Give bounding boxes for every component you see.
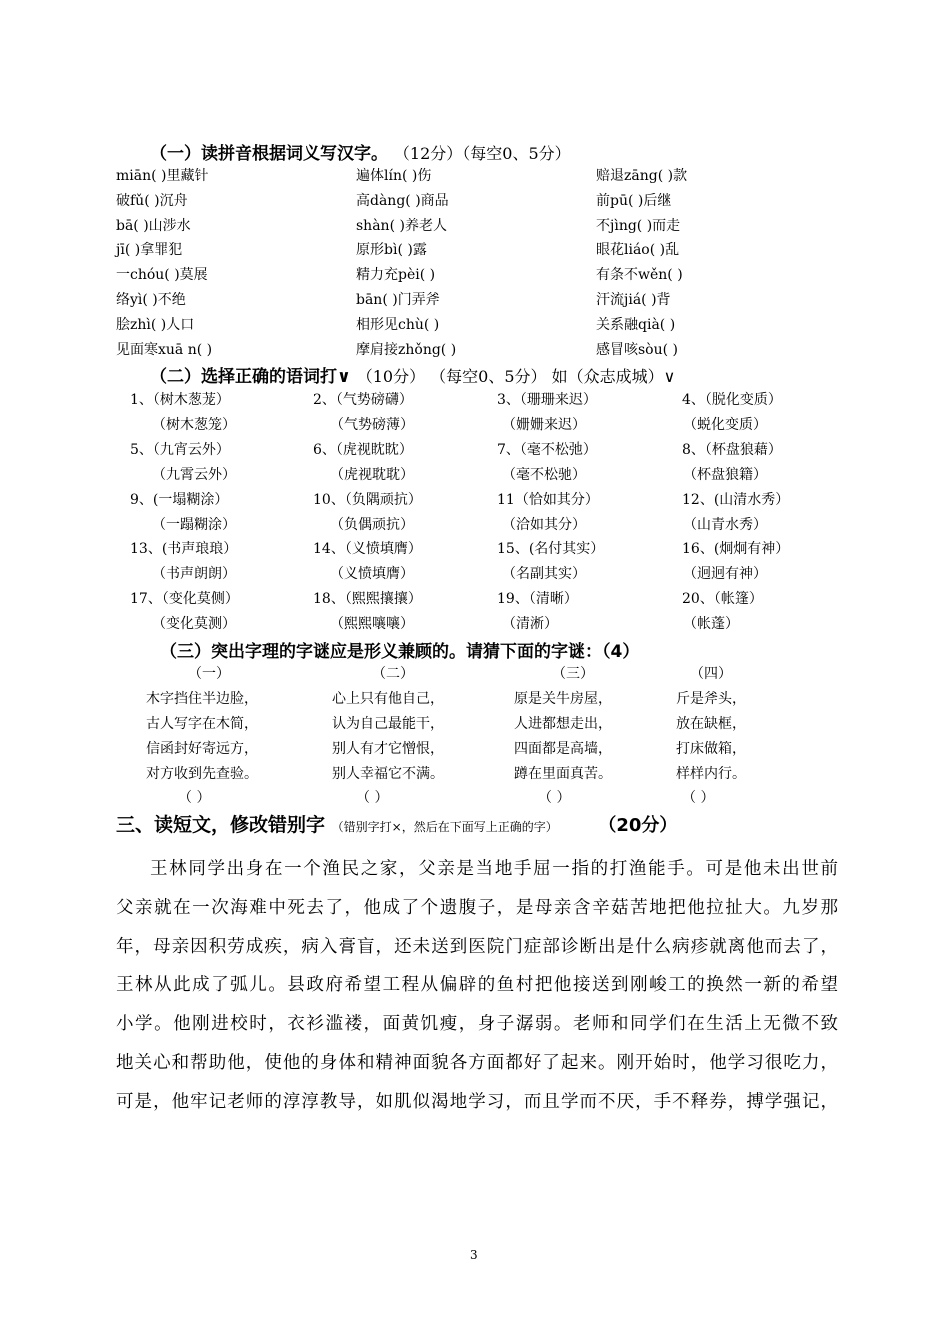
section-2-heading [150,362,675,387]
pinyin-item: 赔退zāng( )款 [596,168,688,184]
part-3-title: 三、读短文，修改错别字 [116,814,326,836]
word-option: （名副其实） [502,566,586,583]
riddle-line: 四面都是高墙， [514,741,612,757]
word-option: 11（恰如其分） [497,491,599,508]
word-option: 10、（负隅顽抗） [313,491,422,508]
riddle-line: 古人写字在木简， [146,716,258,732]
riddle-line: 放在缺框， [676,716,746,732]
word-option: 6、（虎视眈眈） [313,441,413,458]
riddle-answer-blank: （ ） [356,790,389,806]
word-option: 5、（九宵云外） [130,441,230,458]
word-option: 15、(名付其实） [497,541,605,558]
word-option: （帐蓬） [683,616,739,633]
word-option: （变化莫测） [152,616,236,633]
word-option: （姗姗来迟） [502,416,586,433]
word-option: 4、（脱化变质） [682,392,782,408]
page-number: 3 [470,1248,478,1262]
passage-line: 小学。他刚进校时，衣衫滥褛，面黄饥瘦，身子潺弱。老师和同学们在生活上无微不致 [116,1014,838,1035]
pinyin-item: jī( )拿罪犯 [116,242,183,259]
pinyin-item: 汗流jiá( )背 [596,292,671,308]
pinyin-item: 眼花liáo( )乱 [596,242,680,259]
passage-line: 地关心和帮助他，使他的身体和精神面貌各方面都好了起来。刚开始时，他学习很吃力， [116,1052,838,1073]
riddle-answer-blank: （ ） [682,790,715,806]
pinyin-item: 一chóu( )莫展 [116,267,208,284]
riddle-answer-blank: （ ） [178,790,211,806]
riddle-label: （三） [552,666,594,682]
pinyin-item: 精力充pèi( ) [356,267,436,284]
word-option: （清淅） [502,616,558,633]
pinyin-item: 脍zhì( )人口 [116,316,195,333]
riddle-line: 信函封好寄远方， [146,741,258,757]
pinyin-item: 高dàng( )商品 [356,192,449,209]
word-option: 7、（毫不松弛） [497,441,597,458]
word-option: 8、（杯盘狼藉） [682,441,782,458]
pinyin-item: 摩肩接zhǒng( ) [356,341,457,358]
passage-line: 王林从此成了弧儿。县政府希望工程从偏辟的鱼村把他接送到刚峻工的换然一新的希望 [116,975,838,996]
word-option: 2、（气势磅礴） [313,392,413,408]
pinyin-item: 感冒咳sòu( ) [596,341,679,358]
riddle-line: 对方收到先查验。 [146,766,258,782]
riddle-answer-blank: （ ） [538,790,571,806]
pinyin-item: 有条不wěn( ) [596,267,683,284]
word-option: （义愤填膺） [330,566,414,583]
pinyin-item: miān( )里藏针 [116,168,209,184]
word-option: （九霄云外） [152,466,236,483]
word-option: 17、（变化莫侧） [130,591,239,608]
word-option: 13、(书声琅琅） [130,541,238,558]
pinyin-item: bān( )门弄斧 [356,292,440,308]
riddle-line: 样样内行。 [676,766,746,782]
section-1-title: （一）读拼音根据词义写汉字。 [150,144,388,164]
word-option: 3、（珊珊来迟） [497,392,597,408]
word-option: （虎视耽耽） [330,466,414,483]
word-option: （山青水秀） [683,516,767,533]
riddle-label: （四） [690,666,732,682]
pinyin-item: shàn( )养老人 [356,217,447,234]
word-option: 18、（熙熙攘攘） [313,591,422,608]
word-option: （气势磅薄） [330,416,414,433]
word-option: （蜕化变质） [683,416,767,433]
word-option: （负偶顽抗） [330,516,414,533]
riddle-line: 蹲在里面真苦。 [514,766,612,782]
passage-line: 可是，他牢记老师的淳淳教导，如肌似渴地学习，而且学而不厌，手不释券，搏学强记， [116,1091,838,1112]
pinyin-item: 不jìng( )而走 [596,217,681,234]
part-3-score: （20分） [598,815,678,836]
section-1-score: （12分）（每空0、5分） [393,144,571,163]
riddle-label: （一） [188,666,230,682]
section-1-heading [150,139,571,164]
section-2-score: （10分） （每空0、5分） 如（众志成城）∨ [356,367,676,386]
word-option: （洽如其分） [502,516,586,533]
word-option: （树木葱笼） [152,416,236,433]
riddle-line: 人进都想走出， [514,716,612,732]
part-3-heading [116,810,677,837]
word-option: 9、(一塌糊涂） [130,491,229,508]
riddle-line: 斤是斧头， [676,691,746,707]
passage [116,850,838,1122]
pinyin-item: 相形见chù( ) [356,316,440,333]
riddle-line: 打床做箱， [676,741,746,757]
pinyin-item: bā( )山涉水 [116,217,191,234]
passage-line: 年，母亲因积劳成疾，病入膏盲，还未送到医院门症部诊断出是什么病疹就离他而去了， [116,936,838,957]
word-option: 14、（义愤填膺） [313,541,422,558]
section-3-riddle-heading: （三）突出字理的字谜应是形义兼顾的。请猜下面的字谜：（4） [160,642,640,662]
pinyin-item: 原形bì( )露 [356,242,427,259]
riddle-line: 认为自己最能干， [332,716,444,732]
section-2-title: （二）选择正确的语词打∨ [150,367,351,387]
word-option: （一蹋糊涂） [152,516,236,533]
riddle-label: （二） [372,666,414,682]
word-option: 1、（树木葱茏） [130,392,230,408]
part-3-note: （错别字打×，然后在下面写上正确的字） [331,820,558,834]
pinyin-item: 络yì( )不绝 [116,292,186,308]
pinyin-item: 破fǔ( )沉舟 [116,192,188,209]
word-option: （熙熙嚷嚷） [330,616,414,633]
pinyin-item: 见面寒xuā n( ) [116,341,213,358]
pinyin-item: 遍体lín( )伤 [356,168,432,184]
passage-line: 王林同学出身在一个渔民之家，父亲是当地手屈一指的打渔能手。可是他未出世前 [150,859,838,879]
riddle-line: 别人有才它憎恨， [332,741,444,757]
word-option: （书声朗朗） [152,566,236,583]
word-option: 16、(炯炯有神） [682,541,790,558]
word-option: 12、(山清水秀） [682,491,790,508]
riddle-line: 木字挡住半边脸， [146,691,258,707]
riddle-line: 心上只有他自己， [332,691,444,707]
riddle-line: 别人幸福它不满。 [332,766,444,782]
passage-line: 父亲就在一次海难中死去了，他成了个遗腹子，是母亲含辛菇苦地把他拉扯大。九岁那 [116,897,838,918]
pinyin-item: 前pū( )后继 [596,192,672,209]
word-option: （毫不松驰） [502,466,586,483]
riddle-line: 原是关牛房屋， [514,691,612,707]
word-option: 19、（清晰） [497,591,578,608]
pinyin-item: 关系融qià( ) [596,316,676,333]
word-option: （杯盘狼籍） [683,466,767,483]
word-option: 20、（帐篷） [682,591,763,608]
word-option: （迥迥有神） [683,566,767,583]
